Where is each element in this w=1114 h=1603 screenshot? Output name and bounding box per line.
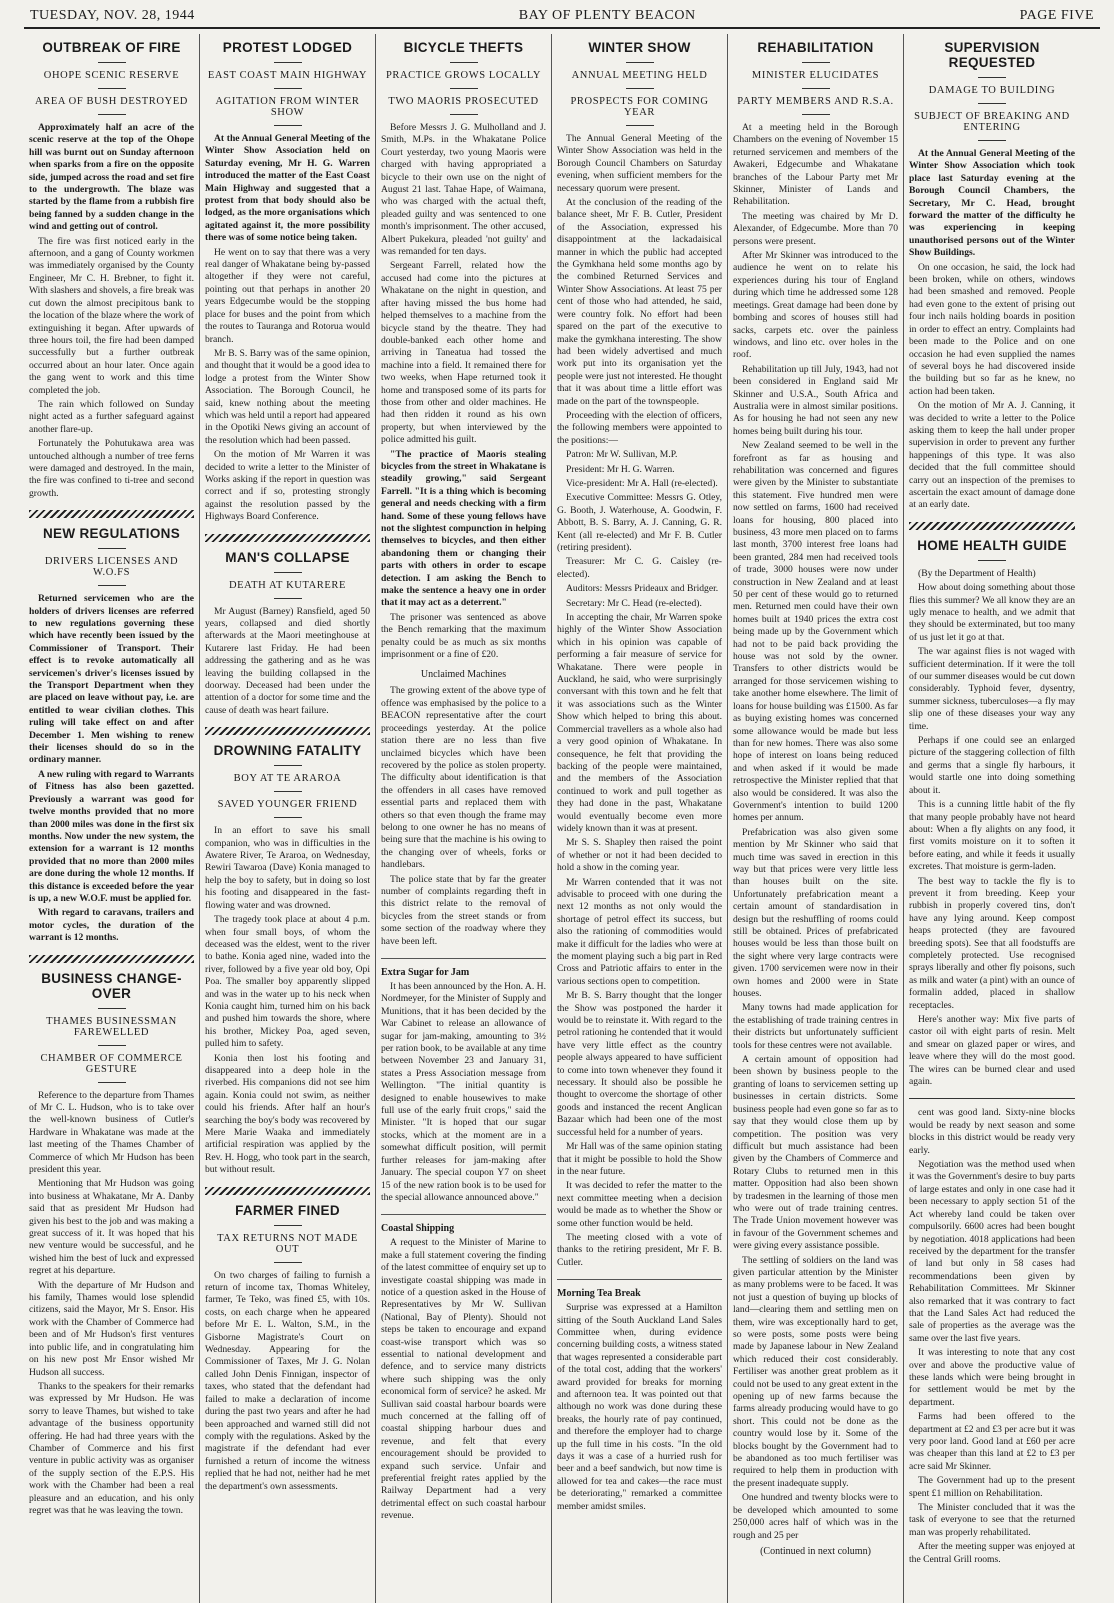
side-heading: Morning Tea Break	[557, 1288, 641, 1300]
divider	[98, 114, 126, 115]
body-paragraph: In an effort to save his small companion, who was in difficulties in the Awatere River, Te Araroa, on Wednesday, Rewiri Tawaroa (Dave) Konia managed to help the boy to safety, but in doing so lost his footing and disappeared in the fast-flowing water and was drowned.	[205, 825, 370, 911]
lead-paragraph: Approximately half an acre of the scenic reserve at the top of the Ohope hill was burnt out on Sunday afternoon when sparks from a fire on the opposite side, jumped across the road and set fire to the undergrowth. The blaze was started by the flame from a rubbish fire being fanned by a sudden change in the wind and getting out of control.	[29, 122, 194, 233]
divider	[98, 548, 126, 549]
divider	[802, 88, 830, 89]
headline: BICYCLE THEFTS	[403, 40, 524, 55]
body-paragraph: The growing extent of the above type of offence was emphasised by the police to a BEACON representative after the court proceedings yesterday. At the police station there are no less than five unclaimed bicycles which have been recovered by the police as stolen property. The difficulty about identification is that the offenders in all cases have removed essential parts and replaced them with others so that even though the frame may belong to one owner he has no means of being sure that the machine is his owing to the changing over of wheels, forks or handlebars.	[381, 685, 546, 871]
divider	[626, 88, 654, 89]
lead-paragraph: At the Annual General Meeting of the Winter Show Association held on Saturday evening, Mr H. G. Warren introduced the matter of the East Coast Main Highway and suggested that a protest from that body should also be lodged, as the more organisations which agitated against it, the more possibility there was of some notice being taken.	[205, 133, 370, 244]
body-paragraph: Surprise was expressed at a Hamilton sitting of the South Auckland Land Sales Committee when, during evidence concerning building costs, a witness stated that wages represented a considerable part of the total cost, adding that the workers' award provided for breaks for morning and afternoon tea. It was pointed out that although no work was done during these breaks, the hourly rate of pay continued, and therefore the employer had to charge up the full time in his costs. "In the old days it was a case of a hurried rush for beer and a beef sandwich, but now time is allowed for tea and cakes—the race must be deteriorating," remarked a committee member amidst smiles.	[557, 1302, 722, 1512]
subheadline: AGITATION FROM WINTER SHOW	[215, 96, 360, 118]
body-paragraph: It has been announced by the Hon. A. H. Nordmeyer, for the Minister of Supply and Munitions, that it has been decided by the War Cabinet to release an allowance of sugar for jam-making, amounting to 3½ per ration book, to be available at any time between November 23 and January 31, states a Press Association message from Wellington. "The initial quantity is designed to enable housewives to make full use of the early fruit crops," said the Minister. "It is hoped that our sugar stocks, which at the moment are in a somewhat difficult position, will permit further releases for jam-making after January. The special coupon Y7 on sheet 15 of the new ration book is to be used for the special allowance announced above."	[381, 981, 546, 1203]
divider	[626, 62, 654, 63]
section-divider	[29, 510, 194, 518]
body-paragraph: In accepting the chair, Mr Warren spoke highly of the Winter Show Association which in his opinion was capable of performing a fair measure of service for Whakatane. There were people in Auckland, he said, who were surprisingly conversant with this town and he felt that it was associations such as the Winter Show which helped to bring this about. Commercial travellers as a whole also had a very good opinion of Whakatane. In consequence, he felt that providing the backing of the people were maintained, and the members of the Association continued to work and pull together as they had done in the past, Whakatane would eventually become even more widely known than it was at present.	[557, 612, 722, 834]
body-paragraph: Thanks to the speakers for their remarks was expressed by Mr Hudson. He was sorry to leave Thames, but wished to take advantage of the business opportunity offering. He had had three years with the Chamber of Commerce and his first venture in public activity was as organiser of the supply section of the E.P.S. His work with the Chamber had been a real pleasure and an education, and his only regret was that he was leaving the town.	[29, 1380, 194, 1516]
lead-paragraph: Returned servicemen who are the holders of drivers licenses are referred to new regulations governing these which have recently been issued by the Commissioner of Transport. Their effect is to revoke automatically all servicemen's driver's licenses issued by the Transport Department when they are placed on leave without pay, i.e. are entitled to wear civilian clothes. This ruling will take effect on and after December 1. Men wishing to renew their licenses should do so in the ordinary manner.	[29, 593, 194, 766]
subheadline: AREA OF BUSH DESTROYED	[35, 96, 188, 107]
divider	[978, 560, 1006, 561]
divider	[274, 1262, 302, 1263]
body-paragraph: The tragedy took place at about 4 p.m. when four small boys, of whom the deceased was the eldest, went to the river to bathe. Konia aged nine, waded into the river, followed by a five year old boy, Opi Poa. The smaller boy apparently slipped and was in the water up to his neck when Konia caught him, turned him on his back and pushed him towards the shore, where his brother, Mickey Poa, aged seven, pulled him to safety.	[205, 914, 370, 1050]
subheadline: CHAMBER OF COMMERCE GESTURE	[40, 1052, 183, 1075]
body-paragraph: Mr S. S. Shapley then raised the point of whether or not it had been decided to hold a show in the coming year.	[557, 837, 722, 874]
body-paragraph: The Annual General Meeting of the Winter Show Association was held in the Borough Council Chambers on Saturday evening, when sufficient members for the necessary quorum were present.	[557, 133, 722, 194]
divider	[98, 1008, 126, 1009]
body-paragraph: With the departure of Mr Hudson and his family, Thames would lose splendid citizens, said the Mayor, Mr S. Ensor. His work with the Chamber of Commerce had been and of Mr Hudson's first ventures into public life, and in congratulating him on his new post Mr Ensor wished Mr Hudson all success.	[29, 1279, 194, 1378]
continued-note: (Continued in next column)	[760, 1545, 871, 1557]
body-paragraph: Mr Hall was of the same opinion stating that it might be possible to hold the Show in the near future.	[557, 1141, 722, 1177]
body-paragraph: New Zealand seemed to be well in the forefront as far as housing and rehabilitation was concerned and figures were given by the Minister to substantiate this statement. Five hundred men were now settled on farms, 1600 had received loans for housing, 800 placed into business, 43 more men placed on to farms last month, 3700 interest free loans had been granted, 284 men had received tools of trade, 3000 houses were now under construction in New Zealand and at least 50 per cent of these would go to returned men. Returned men could have their own homes built at 1940 prices the extra cost being made up by the Government which had not to be paid back providing the house was not sold by the owner. Transfers to other districts would be arranged for those servicemen wishing to take another home elsewhere. The limit of loans for house building was £1500. As far as buying existing homes was concerned some allowance would be made but less than for new homes. There was also some hope of interest on loans being reduced and when asked if it would be made retrospective the Minister replied that that also would be considered. It was also the Government's intention to build 1200 homes per annum.	[733, 440, 898, 824]
section-divider	[205, 534, 370, 542]
divider	[450, 114, 478, 115]
article-morning-tea-break	[557, 1288, 722, 1513]
section-divider	[29, 955, 194, 963]
article-farmer-fined	[205, 1203, 370, 1493]
article-coastal-shipping	[381, 1223, 546, 1522]
body-paragraph: How about doing something about those flies this summer? We all know they are an ugly menace to health, and we admit that they should be exterminated, but too many of us just let it go at that.	[909, 582, 1075, 643]
subheadline: DAMAGE TO BUILDING	[928, 85, 1056, 96]
body-paragraph: At a meeting held in the Borough Chambers on the evening of November 15 returned servicemen and members of the Awakeri, Edgecumbe and Whakatane branches of the Labour Party met Mr Skinner, Minister of Lands and Rehabilitation.	[733, 122, 898, 208]
body-paragraph: After Mr Skinner was introduced to the audience he went on to relate his experiences during his tour of England during which time he addressed some 128 meetings. Great damage had been done by bombing and scores of houses still had sacks, carpets etc. over the painless windows, and lino etc. over holes in the roof.	[733, 250, 898, 361]
body-paragraph: The best way to tackle the fly is to prevent it from breeding. Keep your rubbish in properly covered tins, don't have any lying around. Keep compost heaps protected (they are favoured breeding spots). See that all foodstuffs are completely protected. Use recognised sprays liberally and other fly poisons, such as milk and water (a pint) with an ounce of formalin added, placed in shallow receptacles.	[909, 875, 1075, 1011]
divider	[978, 103, 1006, 104]
body-paragraph: The war against flies is not waged with sufficient determination. If it were the toll of our summer diseases would be cut down considerably. Typhoid fever, dysentry, summer sickness, tuberculoses—a fly may slip one of these diseases your way any time.	[909, 646, 1075, 732]
quote-paragraph: "The practice of Maoris stealing bicycles from the street in Whakatane is steadily growing," said Sergeant Farrell. "It is a thing which is becoming general and needs checking with a firm hand. Some of these young fellows have not the slightest compunction in helping themselves to bicycles, and then either abandoning them or changing their parts with others in order to escape detection. I am asking the Bench to make the sentence a heavy one in order that it may act as a deterrent."	[381, 448, 546, 609]
body-paragraph: Before Messrs J. G. Mulholland and J. Smith, M.Ps. in the Whakatane Police Court yesterday, two young Maoris were charged with having appropriated a bicycle to their own use on the night of August 21 last. Tahae Hape, of Waimana, who was charged with the actual theft, pleaded guilty and was sentenced to one month's imprisonment. The other accused, Albert Pukekura, pleaded 'not guilty' and was remanded for ten days.	[381, 122, 546, 258]
body-paragraph: A new ruling with regard to Warrants of Fitness has also been gazetted. Previously a warrant was good for twelve months provided that no more than 2000 miles was done in the first six months. Now under the new system, the extension for a warrant is 12 months provided that no more than 2000 miles are done during the whole 12 months. If this distance is exceeded before the year is up, a new W.O.F. must be applied for.	[29, 768, 194, 904]
body-paragraph: On the motion of Mr A. J. Canning, it was decided to write a letter to the Police asking them to keep the hall under proper supervision in order to prevent any further happenings of this type. It was also decided that the full committee should carry out an inspection of the premises to ascertain the exact amount of damage done at an early date.	[909, 400, 1075, 511]
masthead	[24, 8, 1100, 29]
subheadline: OHOPE SCENIC RESERVE	[43, 70, 180, 81]
body-paragraph: Many towns had made application for the establishing of trade training centres in their districts but unfortunately sufficient tools for these centres were not available.	[733, 1002, 898, 1051]
headline: FARMER FINED	[235, 1202, 340, 1218]
lead-paragraph: At the Annual General Meeting of the Winter Show Association which took place last Saturday evening at the Borough Council Chambers, the Secretary, Mr C. Head, brought forward the matter of the difficulty he was experiencing in keeping unauthorised persons out of the Winter Show Buildings.	[909, 148, 1075, 259]
byline: (By the Department of Health)	[918, 567, 1036, 579]
body-paragraph: Vice-president: Mr A. Hall (re-elected).	[566, 477, 718, 489]
body-paragraph: Perhaps if one could see an enlarged picture of the staggering collection of filth and germs that a single fly harbours, it would startle one into doing something about it.	[909, 735, 1075, 796]
body-paragraph: Konia then lost his footing and disappeared into a deep hole in the riverbed. His companions did not see him again. Konia could not swim, as neither could his friends. After half an hour's searching the boy's body was recovered by Mere Marie Waaka and immediately artificial respiration was applied by the Rev. H. Hogg, who took part in the search, but without result.	[205, 1052, 370, 1176]
body-paragraph: Sergeant Farrell, related how the accused had come into the pictures at Whakatane on the night in question, and after having missed the bus home had helped themselves to a machine from the bicycle stand by the theatre. They had double-banked each other home and arriving in Taneatua had tossed the machine into a field. It remained there for two weeks, when Hape returned took it home and transposed some of its parts for those from other and older machines. He had then ridden it round as his own property, but when interviewed by the police admitted his guilt.	[381, 260, 546, 446]
divider	[274, 125, 302, 126]
divider	[802, 114, 830, 115]
body-paragraph: Mr Warren contended that it was not advisable to proceed with one during the next 12 months as not only would the shortage of petrol effect its success, but also the rationing of commodities would make it difficult for the ladies who were at the moment playing such a big part in Red Cross and Patriotic affairs to enter in the various sections open to competition.	[557, 876, 722, 987]
divider	[274, 765, 302, 766]
divider	[802, 62, 830, 63]
divider	[909, 1098, 1075, 1099]
headline: SUPERVISION REQUESTED	[944, 40, 1040, 70]
divider	[274, 572, 302, 573]
body-paragraph: This is a cunning little habit of the fly that many people probably have not heard about: When a fly alights on any food, it first vomits moisture on it to soften it before eating, and while it feeds it usually excretes. That moisture is germ-laden.	[909, 799, 1075, 873]
divider	[98, 1045, 126, 1046]
column-6	[904, 34, 1080, 1603]
body-paragraph: On one occasion, he said, the lock had been broken, while on others, windows had been smashed and removed. People had even gone to the extent of prising out four inch nails holding boards in position in order to effect an entry. Complaints had been made to the Police and on one occasion he had even supplied the names of several boys he had discovered inside the building but so far as he knew, no action had been taken.	[909, 261, 1075, 397]
article-supervision-requested	[909, 40, 1075, 512]
body-paragraph: Mr August (Barney) Ransfield, aged 50 years, collapsed and died shortly afterwards at the Maori meetinghouse at Kutarere last Friday. He had been addressing the gathering and as he was leaving the building collapsed in the doorway. Deceased had been under the attention of a doctor for some time and the cause of death was heart failure.	[205, 605, 370, 716]
body-paragraph: Mentioning that Mr Hudson was going into business at Whakatane, Mr A. Danby said that as president Mr Hudson had given his best to the job and was making a great success of it. It was hoped that his new venture would be successful, and he wished him the best of luck and expressed regret at his departure.	[29, 1178, 194, 1277]
subheadline: SAVED YOUNGER FRIEND	[217, 799, 358, 811]
page-number: PAGE FIVE	[1019, 8, 1094, 23]
headline: WINTER SHOW	[588, 40, 691, 55]
divider	[274, 1225, 302, 1226]
body-paragraph: Patron: Mr W. Sullivan, M.P.	[566, 449, 678, 461]
body-paragraph: On the motion of Mr Warren it was decided to write a letter to the Minister of Works asking if the report in question was correct and if so, protesting strongly against the resolution passed by the Highways Board Conference.	[205, 449, 370, 523]
divider	[978, 77, 1006, 78]
body-paragraph: Reference to the departure from Thames of Mr C. L. Hudson, who is to take over the well-known business of Cutler's Hardware in Whakatane was made at the last meeting of the Thames Chamber of Commerce of which Mr Hudson has been president this year.	[29, 1089, 194, 1175]
article-new-regulations	[29, 526, 194, 944]
body-paragraph: The police state that by far the greater number of complaints regarding theft in this district relate to the removal of bicycles from the street stands or from some section of the roadway where they have been left.	[381, 873, 546, 947]
article-rehabilitation	[733, 40, 898, 1557]
column-2	[200, 34, 376, 1603]
body-paragraph: On two charges of failing to furnish a return of income tax, Thomas Whiteley, farmer, Te Teko, was fined £5, with 10s. costs, on each charge when he appeared before Mr E. L. Walton, S.M., in the Gisborne Magistrate's Court on Wednesday. Appearing for the Commissioner of Taxes, Mr J. G. Nolan called John Denis Finnigan, inspector of taxes, who stated that the defendant had failed to make a declaration of income during the past two years and after he had been approached and warned still did not comply with the regulations. Asked by the magistrate if the defendant had ever furnished a return of income the witness replied that he had not, neither had he met the department's own assessments.	[205, 1269, 370, 1492]
body-paragraph: A request to the Minister of Marine to make a full statement covering the finding of the latest committee of enquiry set up to investigate coastal shipping was made in notice of a question asked in the House of Representatives by Mr W. Sullivan (National, Bay of Plenty). Should not steps be taken to encourage and expand coast-wise transport which was so essential to national development and defence, and to service many districts where such shipping was the only economical form of service? he asked. Mr Sullivan said coastal harbour boards were much concerned at the falling off of coastal shipping harbour dues and revenue, and felt that every encouragement should be provided to expand such service. Unfair and preferential freight rates applied by the Railway Department had a very detrimental effect on such coastal harbour revenue.	[381, 1237, 546, 1522]
subheadline: MINISTER ELUCIDATES	[751, 70, 880, 81]
body-paragraph: cent was good land. Sixty-nine blocks would be ready by next season and some blocks in this district would be ready very early.	[909, 1107, 1075, 1156]
divider	[98, 585, 126, 586]
side-heading: Coastal Shipping	[381, 1223, 455, 1235]
body-paragraph: One hundred and twenty blocks were to be developed which amounted to some 250,000 acres half of which was in the rough and 25 per	[733, 1492, 898, 1541]
article-protest-lodged	[205, 40, 370, 524]
issue-date: TUESDAY, NOV. 28, 1944	[30, 8, 195, 23]
body-paragraph: The rain which followed on Sunday night acted as a further safeguard against another flare-up.	[29, 398, 194, 435]
body-paragraph: Mr B. S. Barry was of the same opinion, and thought that it would be a good idea to lodge a protest from the Winter Show Association. The Borough Council, he said, knew nothing about the meeting which was held until a report had appeared in the Opotiki News giving an account of the resolution which had been passed.	[205, 347, 370, 446]
headline: DROWNING FATALITY	[213, 743, 362, 759]
divider	[274, 791, 302, 792]
body-paragraph: Secretary: Mr C. Head (re-elected).	[566, 597, 702, 609]
divider	[98, 88, 126, 89]
divider	[274, 598, 302, 599]
section-divider	[909, 522, 1075, 530]
divider	[450, 88, 478, 89]
divider	[626, 125, 654, 126]
divider	[450, 62, 478, 63]
divider	[98, 1082, 126, 1083]
body-paragraph: With regard to caravans, trailers and motor cycles, the duration of the warrant is 12 months.	[29, 907, 194, 944]
column-5	[728, 34, 904, 1603]
body-paragraph: Rehabilitation up till July, 1943, had not been considered in England said Mr Skinner and U.S.A., South Africa and Australia were in almost similar positions. As for housing he had not seen any new homes being built during his tour.	[733, 363, 898, 437]
divider	[381, 958, 546, 959]
section-divider	[205, 727, 370, 735]
article-extra-sugar	[381, 967, 546, 1204]
body-paragraph: Proceeding with the election of officers, the following members were appointed to the positions:—	[557, 409, 722, 446]
body-paragraph: The Minister concluded that it was the task of everyone to see that the returned man was properly rehabilitated.	[909, 1502, 1075, 1538]
side-heading: Extra Sugar for Jam	[381, 967, 470, 978]
column-4	[552, 34, 728, 1603]
headline: NEW REGULATIONS	[43, 526, 180, 542]
body-paragraph: Negotiation was the method used when it was the Government's desire to buy parts of large estates and only in one case had it been necessary to apply section 51 of the Act whereby land could be taken over compulsorily. 6600 acres had been bought by negotiation. 4018 applications had been received by the department for the transfer of land but only in 58 cases had recommendations been given by Rehabilitation Committees. Mr Skinner also remarked that it was contrary to fact that the Land Sales Act had reduced the sale of properties as the average was the same over the last five years.	[909, 1159, 1075, 1344]
article-mans-collapse	[205, 550, 370, 718]
divider	[274, 817, 302, 818]
body-paragraph: He went on to say that there was a very real danger of Whakatane being by-passed altogether if they were not careful, pointing out that perhaps in another 20 years Edgecumbe would be the stopping place for buses and the point from which the routes to Tauranga and Rotorua would branch.	[205, 246, 370, 345]
divider	[557, 1279, 722, 1280]
divider	[381, 1214, 546, 1215]
column-1	[24, 34, 200, 1603]
headline: PROTEST LODGED	[222, 40, 353, 55]
body-paragraph: The settling of soldiers on the land was given particular attention by the Minister as many problems were to be faced. It was not just a question of buying up blocks of land—clearing them and settling men on them, wire was exceptionally hard to get, so were posts, some posts were being made by Japanese labour in New Zealand which reduced their cost considerably. Fertiliser was another great problem as it could not be used to any great extent in the opening up of new farms because the farms already producing would have to go short. This could not be done as the country would lose by it. Some of the blocks bought by the Government had to be abandoned as too much fertiliser was required to help them in production with the present inadequate supply.	[733, 1254, 898, 1489]
article-winter-show	[557, 40, 722, 1269]
article-home-health-guide	[909, 538, 1075, 1089]
body-paragraph: Here's another way: Mix five parts of castor oil with eight parts of resin. Melt and smear on glazed paper or wires, and leave where they will do the most good. The wires can be burned clear and used again.	[909, 1014, 1075, 1088]
article-rehabilitation-continued	[909, 1107, 1075, 1566]
body-paragraph: At the conclusion of the reading of the balance sheet, Mr F. B. Cutler, President of the Association, expressed his disappointment at the lackadaisical manner in which the public had accepted the Gymkhana held some months ago by the combined Returned Services and Winter Show Associations. At least 75 per cent of those who had attended, he said, were country folk. No effort had been spared on the part of the executive to make the gymkhana interesting. The show had been widely advertised and much work put into its organisation yet the people were just not interested. He thought that it was about time a little effort was made on the part of the townspeople.	[557, 197, 722, 407]
body-paragraph: Executive Committee: Messrs G. Otley, G. Booth, J. Waterhouse, A. Goodwin, F. Abbott, B. S. Barry, A. J. Canning, G. R. Kent (all re-elected) and Mr F. B. Cutler (retiring president).	[557, 492, 722, 553]
column-3	[376, 34, 552, 1603]
body-paragraph: The fire was first noticed early in the afternoon, and a gang of County workmen was immediately organised by the County Engineer, Mr C. H. Brebner, to fight it. With slashers and shovels, a fire break was cut down the almost precipitous bank to the location of the blaze where the work of extinguishing it began. After upwards of three hours toil, the fire had been damped successfully but a further outbreak occurred about an hour later. Once again the gang went to work and this time completed the job.	[29, 235, 194, 396]
article-bicycle-thefts	[381, 40, 546, 948]
subheadline: SUBJECT OF BREAKING AND ENTERING	[914, 111, 1070, 133]
divider	[98, 62, 126, 63]
body-paragraph: Treasurer: Mr C. G. Caisley (re-elected).	[557, 556, 722, 580]
body-paragraph: Auditors: Messrs Prideaux and Bridger.	[566, 583, 719, 595]
article-business-change-over	[29, 971, 194, 1518]
body-paragraph: The meeting was chaired by Mr D. Alexander, of Edgecumbe. More than 70 persons were present.	[733, 210, 898, 247]
article-drowning-fatality	[205, 743, 370, 1176]
subheadline: DRIVERS LICENSES AND W.O.FS	[44, 556, 179, 579]
body-paragraph: It was decided to refer the matter to the next committee meeting when a decision would be made as to whether the Show or some other function would be held.	[557, 1180, 722, 1229]
divider	[274, 62, 302, 63]
body-paragraph: A certain amount of opposition had been shown by business people to the granting of loans to servicemen setting up businesses in certain districts. Some business people had even gone so far as to say that they would close them up by competition. The position was very difficult but much assistance had been given by the Chambers of Commerce and Rotary Clubs to returned men in this matter. Opposition had also been shown by tradesmen in the learning of those men who were out of trade training centres. The Trade Union movement however was in favour of the Government schemes and were giving every assistance possible.	[733, 1054, 898, 1252]
section-divider	[205, 1187, 370, 1195]
subheadline: THAMES BUSINESSMAN FAREWELLED	[46, 1015, 177, 1038]
body-paragraph: It was interesting to note that any cost over and above the productive value of these lands which were being brought in for settlement would be met by the department.	[909, 1347, 1075, 1408]
subheadline: TWO MAORIS PROSECUTED	[388, 96, 539, 107]
body-paragraph: Farms had been offered to the department at £2 and £3 per acre but it was very poor land. Good land at £60 per acre was cheaper than this land at £2 to £3 per acre said Mr Skinner.	[909, 1411, 1075, 1472]
subheadline: TAX RETURNS NOT MADE OUT	[217, 1232, 358, 1255]
article-outbreak-of-fire	[29, 40, 194, 500]
subheadline: EAST COAST MAIN HIGHWAY	[207, 70, 368, 81]
subheadline: PROSPECTS FOR COMING YEAR	[570, 96, 709, 118]
body-paragraph: The prisoner was sentenced as above the Bench remarking that the maximum penalty could be as much as six months imprisonment or a fine of £20.	[381, 611, 546, 661]
body-paragraph: President: Mr H. G. Warren.	[566, 463, 675, 475]
subheadline: PRACTICE GROWS LOCALLY	[385, 70, 542, 81]
body-paragraph: Mr B. S. Barry thought that the longer the Show was postponed the harder it would be to reinstate it. With regard to the petrol rationing he contended that it would have very little effect as the country people always appeared to have sufficient to come into town whenever they found it necessary. It should also be possible he thought to overcome the shortage of other goods and instanced the recent Anglican Bazaar which had been one of the most successful held for a number of years.	[557, 990, 722, 1138]
headline: OUTBREAK OF FIRE	[42, 40, 181, 55]
body-paragraph: Fortunately the Pohutukawa area was untouched although a number of tree ferns were damaged and destroyed. In the main, the fire was confined to ti-tree and second growth.	[29, 438, 194, 499]
headline: BUSINESS CHANGE-OVER	[41, 970, 182, 1001]
divider	[978, 140, 1006, 141]
side-heading: Unclaimed Machines	[420, 669, 507, 681]
body-paragraph: Prefabrication was also given some mention by Mr Skinner who said that much time was saved in erection in this way but that prices were very little less than houses built on the site. Unfortunately prefabrication meant a certain amount of standardisation in design but the reshuffling of rooms could still be obtained. Prices of prefabricated houses would be less than those built on the sight where very large contracts were given. 1700 servicemen were now in their own homes and 2000 were in State houses.	[733, 826, 898, 1000]
subheadline: PARTY MEMBERS AND R.S.A.	[737, 96, 894, 107]
divider	[274, 88, 302, 89]
headline: REHABILITATION	[757, 40, 874, 55]
paper-title: BAY OF PLENTY BEACON	[518, 8, 696, 23]
headline: HOME HEALTH GUIDE	[917, 537, 1067, 553]
subheadline: BOY AT TE ARAROA	[233, 773, 342, 785]
subheadline: ANNUAL MEETING HELD	[571, 70, 708, 81]
body-paragraph: The meeting closed with a vote of thanks to the retiring president, Mr F. B. Cutler.	[557, 1231, 722, 1268]
body-paragraph: After the meeting supper was enjoyed at the Central Grill rooms.	[909, 1541, 1075, 1565]
body-paragraph: The Government had up to the present spent £1 million on Rehabilitation.	[909, 1475, 1075, 1499]
subheadline: DEATH AT KUTARERE	[228, 579, 347, 591]
headline: MAN'S COLLAPSE	[225, 549, 350, 565]
